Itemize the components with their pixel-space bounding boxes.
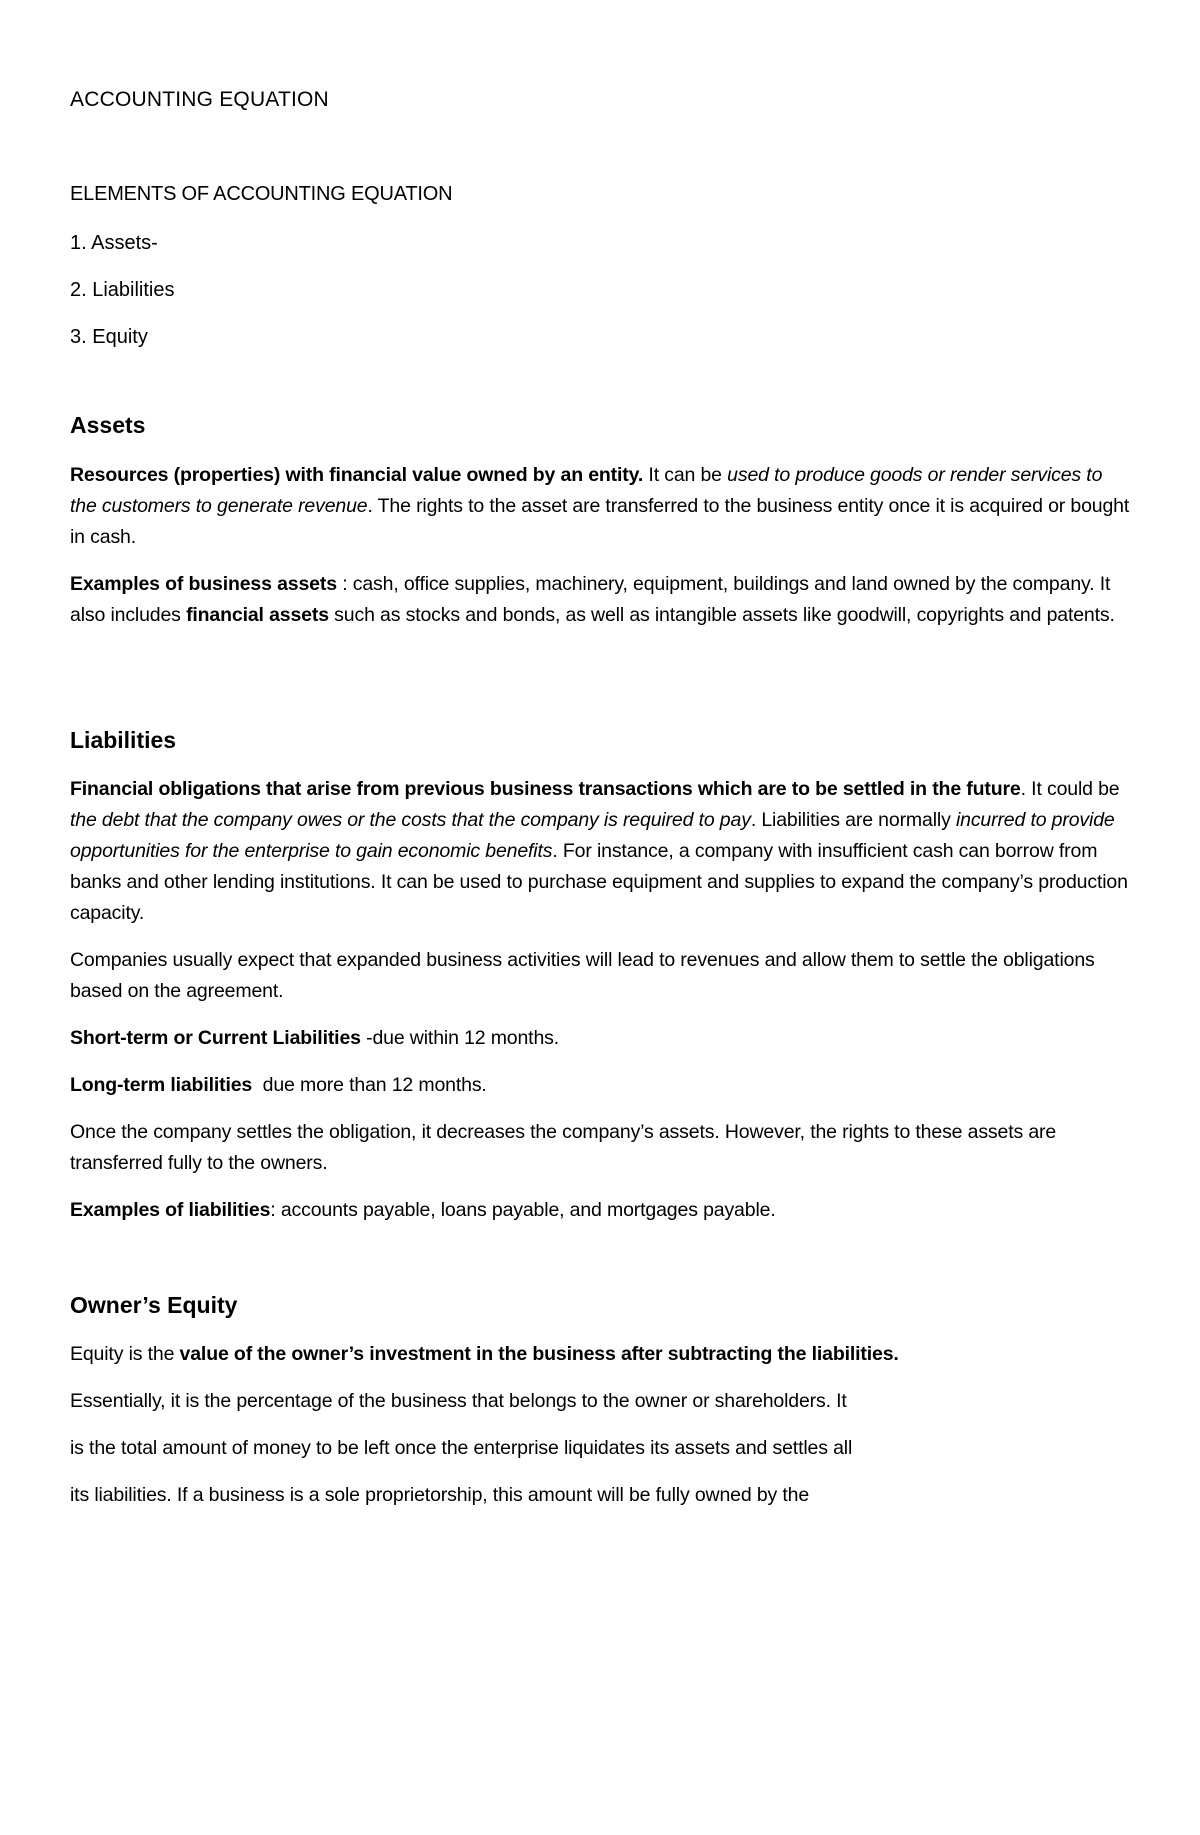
equity-definition-paragraph <box>70 1339 1130 1370</box>
assets-definition-paragraph <box>70 460 1130 553</box>
elements-list <box>70 230 175 371</box>
liabilities-expectation-paragraph: Companies usually expect that expanded business activities will lead to revenues and allow them to settle the obligations based on the agreement. <box>70 949 1095 1002</box>
assets-examples-label: Examples of business assets <box>70 573 337 595</box>
text-run-bold: financial assets <box>186 604 329 626</box>
text-run: . It could be <box>1020 778 1120 800</box>
text-run: due more than 12 months. <box>252 1074 487 1096</box>
text-run: : cash, office supplies, machinery, equipment, buildings and land owned by the company. It also includes <box>70 573 1111 626</box>
liabilities-examples-label: Examples of liabilities <box>70 1199 271 1221</box>
liabilities-definition-paragraph <box>70 774 1130 929</box>
list-item: 1. Assets- <box>70 232 158 254</box>
equity-line: is the total amount of money to be left once the enterprise liquidates its assets and settles all <box>70 1437 853 1459</box>
assets-definition-bold: Resources (properties) with financial value owned by an entity. <box>70 464 644 486</box>
assets-section <box>70 410 1130 631</box>
short-term-label: Short-term or Current Liabilities <box>70 1027 361 1049</box>
liabilities-section <box>70 725 1130 1226</box>
liabilities-definition-bold: Financial obligations that arise from previous business transactions which are to be settled in the future <box>70 778 1021 800</box>
long-term-label: Long-term liabilities <box>70 1074 253 1096</box>
text-run: . Liabilities are normally <box>750 809 956 831</box>
liabilities-settlement-paragraph: Once the company settles the obligation, it decreases the company’s assets. However, the rights to these assets are transferred fully to the owners. <box>70 1121 1057 1174</box>
list-item: 3. Equity <box>70 326 148 348</box>
equity-definition-bold: value of the owner’s investment in the business after subtracting the liabilities. <box>179 1343 899 1365</box>
liabilities-heading: Liabilities <box>70 727 177 753</box>
liabilities-examples-paragraph <box>70 1195 1130 1226</box>
long-term-liabilities-line <box>70 1070 1130 1101</box>
text-run: Equity is the <box>70 1343 180 1365</box>
text-run: such as stocks and bonds, as well as intangible assets like goodwill, copyrights and patents. <box>328 604 1115 626</box>
assets-examples-paragraph <box>70 569 1130 631</box>
list-item: 2. Liabilities <box>70 279 175 301</box>
text-run: It can be <box>643 464 728 486</box>
text-run-italic: the debt that the company owes or the costs that the company is required to pay <box>70 809 751 831</box>
text-run-italic: used to produce goods or render services to the customers to generate revenue <box>70 464 1103 517</box>
equity-section <box>70 1290 1130 1511</box>
assets-heading: Assets <box>70 412 146 438</box>
elements-heading: ELEMENTS OF ACCOUNTING EQUATION <box>70 183 453 205</box>
text-run: . The rights to the asset are transferred to the business entity once it is acquired or bought in cash. <box>70 495 1130 548</box>
text-run: : accounts payable, loans payable, and mortgages payable. <box>270 1199 776 1221</box>
equity-heading: Owner’s Equity <box>70 1292 238 1318</box>
text-run-italic: incurred to provide opportunities for the enterprise to gain economic benefits <box>70 809 1115 862</box>
text-run: -due within 12 months. <box>360 1027 560 1049</box>
document-title: ACCOUNTING EQUATION <box>70 88 329 111</box>
equity-line: its liabilities. If a business is a sole proprietorship, this amount will be fully owned by the <box>70 1484 810 1506</box>
equity-line: Essentially, it is the percentage of the business that belongs to the owner or shareholders. It <box>70 1390 847 1412</box>
short-term-liabilities-line <box>70 1023 1130 1054</box>
text-run: . For instance, a company with insufficient cash can borrow from banks and other lending institutions. It can be used to purchase equipment and supplies to expand the company’s production capacity. <box>70 840 1128 924</box>
